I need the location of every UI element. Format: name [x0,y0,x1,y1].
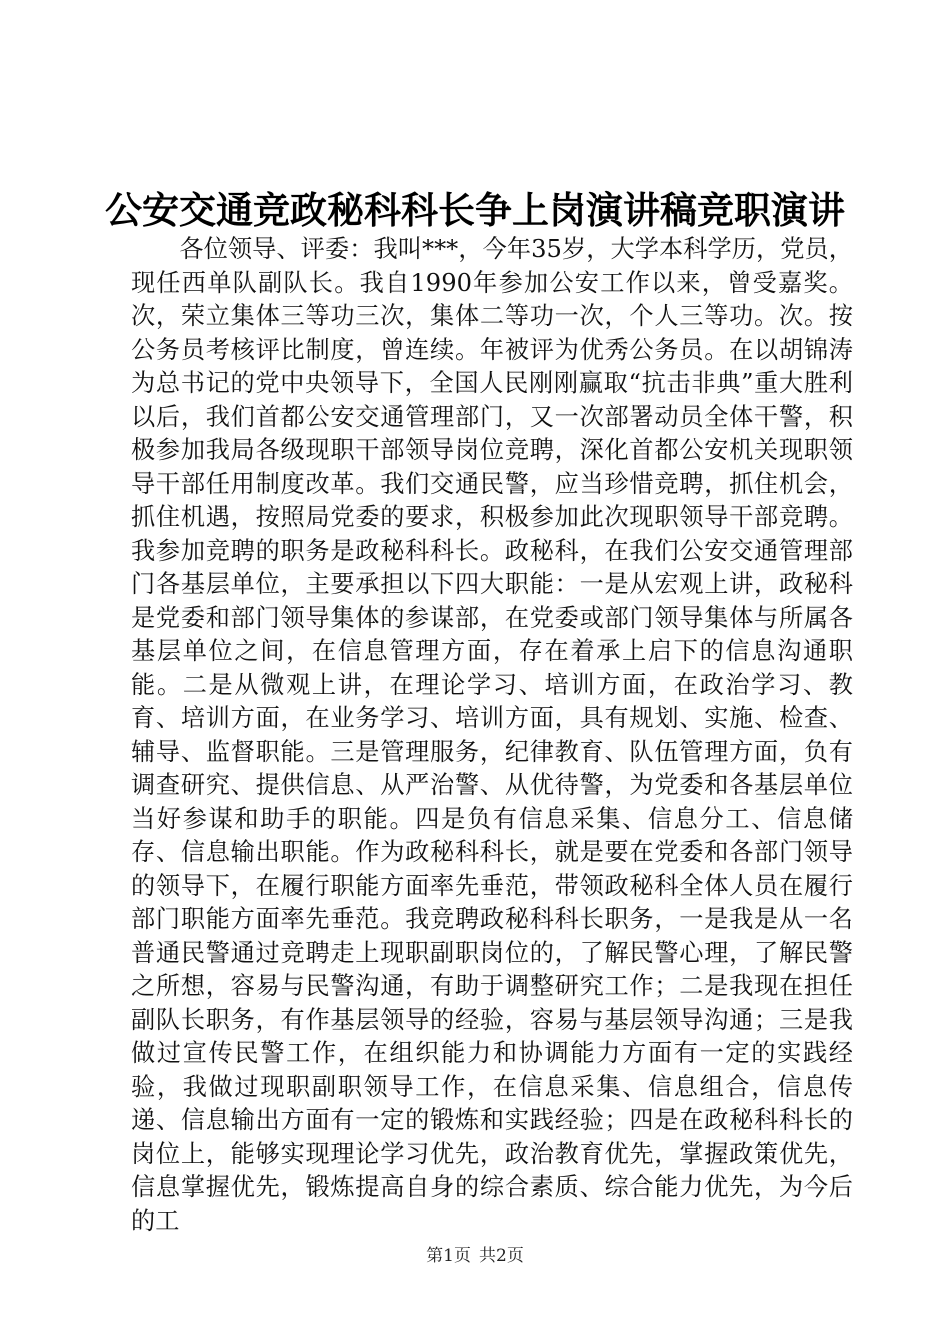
page-total: 共2页 [479,1246,524,1266]
page-number: 第1页 [426,1246,471,1266]
page-footer [0,1244,950,1268]
document-body: 各位领导、评委：我叫***，今年35岁，大学本科学历，党员，现任西单队副队长。我自1990年参加公安工作以来，曾受嘉奖。次，荣立集体三等功三次，集体二等功一次，个人三等功。次。按公务员考核评比制度，曾连续。年被评为优秀公务员。在以胡锦涛为总书记的党中央领导下，全国人民刚刚赢取“抗击非典”重大胜利以后，我们首都公安交通管理部门，又一次部署动员全体干警，积极参加我局各级现职干部领导岗位竞聘，深化首都公安机关现职领导干部任用制度改革。我们交通民警，应当珍惜竞聘，抓住机会，抓住机遇，按照局党委的要求，积极参加此次现职领导干部竞聘。我参加竞聘的职务是政秘科科长。政秘科，在我们公安交通管理部门各基层单位，主要承担以下四大职能：一是从宏观上讲，政秘科是党委和部门领导集体的参谋部，在党委或部门领导集体与所属各基层单位之间，在信息管理方面，存在着承上启下的信息沟通职能。二是从微观上讲，在理论学习、培训方面，在政治学习、教育、培训方面，在业务学习、培训方面，具有规划、实施、检查、辅导、监督职能。三是管理服务，纪律教育、队伍管理方面，负有调查研究、提供信息、从严治警、从优待警，为党委和各基层单位当好参谋和助手的职能。四是负有信息采集、信息分工、信息储存、信息输出职能。作为政秘科科长，就是要在党委和各部门领导的领导下，在履行职能方面率先垂范，带领政秘科全体人员在履行部门职能方面率先垂范。我竞聘政秘科科长职务，一是我是从一名普通民警通过竞聘走上现职副职岗位的，了解民警心理，了解民警之所想，容易与民警沟通，有助于调整研究工作；二是我现在担任副队长职务，有作基层领导的经验，容易与基层领导沟通；三是我做过宣传民警工作，在组织能力和协调能力方面有一定的实践经验，我做过现职副职领导工作，在信息采集、信息组合，信息传递、信息输出方面有一定的锻炼和实践经验；四是在政秘科科长的岗位上，能够实现理论学习优先，政治教育优先，掌握政策优先，信息掌握优先，锻炼提高自身的综合素质、综合能力优先，为今后的工 [131,235,853,1235]
document-title: 公安交通竞政秘科科长争上岗演讲稿竞职演讲 [105,188,845,232]
